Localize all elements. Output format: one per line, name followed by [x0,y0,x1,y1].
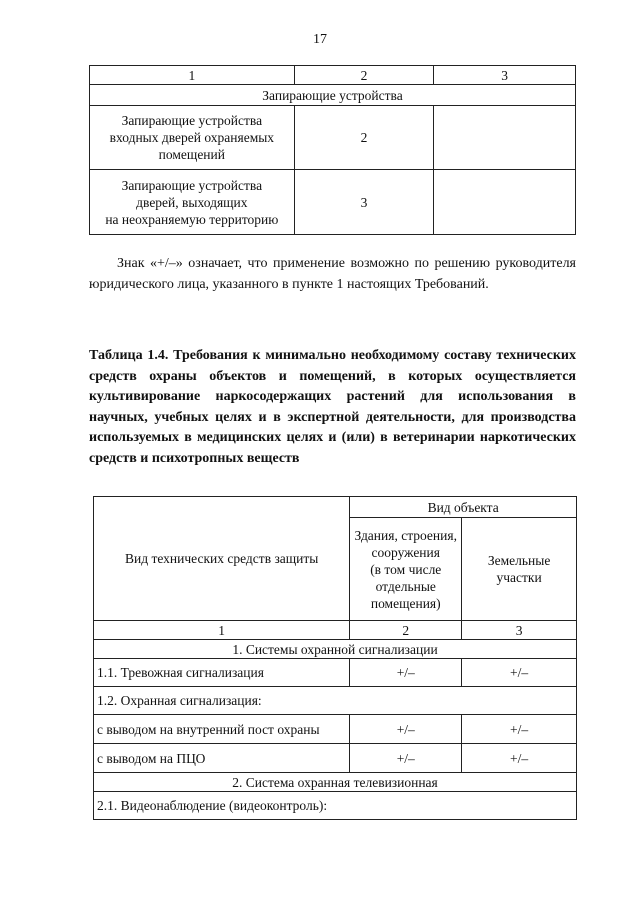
column-number: 3 [462,621,577,640]
column-numbers-row [94,621,577,640]
row-value: +/– [462,659,577,687]
row-value: +/– [350,659,462,687]
table-section-row [94,640,577,659]
row-value: +/– [462,744,577,773]
section-title: Запирающие устройства [90,85,576,106]
col-header-land: Земельные участки [462,518,577,621]
row-value-empty [434,170,576,235]
security-means-table [93,496,577,820]
row-label: с выводом на внутренний пост охраны [94,715,350,744]
table-row [94,792,577,820]
section-title: 1. Системы охранной сигнализации [94,640,577,659]
table-row [90,170,576,235]
locking-devices-table [89,65,576,235]
row-label: 1.1. Тревожная сигнализация [94,659,350,687]
row-label: Запирающие устройства входных дверей охраняемых помещений [90,106,295,170]
row-label: 2.1. Видеонаблюдение (видеоконтроль): [94,792,577,820]
section-title: 2. Система охранная телевизионная [94,773,577,792]
row-value: +/– [462,715,577,744]
row-label: 1.2. Охранная сигнализация: [94,687,577,715]
table-row [94,744,577,773]
table-header-row [90,66,576,85]
row-value: +/– [350,715,462,744]
col-header-means: Вид технических средств защиты [94,497,350,621]
row-value: 2 [294,106,434,170]
table-row [94,659,577,687]
row-label: Запирающие устройства дверей, выходящих на неохраняемую территорию [90,170,295,235]
column-number: 2 [294,66,434,85]
col-header-buildings: Здания, строения, сооружения (в том числе отдельные помещения) [350,518,462,621]
column-number: 3 [434,66,576,85]
note-paragraph: Знак «+/–» означает, что применение возможно по решению руководителя юридического лица, указанного в пункте 1 настоящих Требований. [89,256,576,292]
column-number: 2 [350,621,462,640]
column-number: 1 [90,66,295,85]
page-number: 17 [313,32,327,47]
table-section-row [94,773,577,792]
table-row [94,715,577,744]
row-value: 3 [294,170,434,235]
row-value: +/– [350,744,462,773]
table-section-row [90,85,576,106]
table-row [90,106,576,170]
table-header-row [94,497,577,518]
column-number: 1 [94,621,350,640]
table-row [94,687,577,715]
row-label: с выводом на ПЦО [94,744,350,773]
table-caption: Таблица 1.4. Требования к минимально необходимому составу технических средств охраны объектов и помещений, в которых осуществляется культивирование наркосодержащих растений для использования в научных, учебных целях и в экспертной деятельности, для производства используемых в медицинских целях и (или) в ветеринарии наркотических средств и психотропных веществ [89,348,576,466]
row-value-empty [434,106,576,170]
col-header-object-type: Вид объекта [350,497,577,518]
